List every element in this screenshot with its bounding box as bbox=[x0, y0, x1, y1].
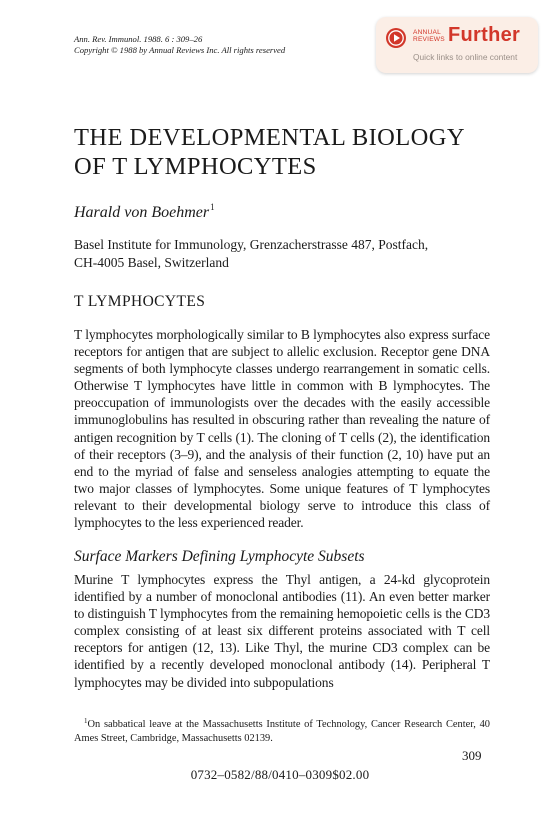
banner-subtitle: Quick links to online content bbox=[413, 52, 518, 62]
body-paragraph-2: Murine T lymphocytes express the Thyl antigen, a 24-kd glycoprotein identified by a number of monoclonal antibodies (11). An even better marker to distinguish T lymphocytes from the remaining hemopoietic cells is the CD3 complex consisting of at least six different proteins associated with T cell receptors for antigen (12, 13). Like Thyl, the murine CD3 complex can be identified by a recently developed monoclonal antibody (14). Peripheral T lymphocytes may be divided into subpopulations bbox=[74, 572, 490, 690]
further-link[interactable]: Further bbox=[448, 24, 521, 46]
body-paragraph-1: T lymphocytes morphologically similar to B lymphocytes also express surface receptors for antigen that are subject to allelic exclusion. Receptor gene DNA segments of both lymphocyte classes undergo rearrangement in somatic cells. Otherwise T lymphocytes have little in common with B lymphocytes. The preoccupation of immunologists over the decades with the easily accessible immunoglobulins has resulted in obscuring rather than revealing the nature of antigen recognition by T cells (1). The cloning of T cells (2), the identification of their receptors (3–9), and the analysis of their function (2, 10) have put an end to the myriad of false and senseless analogies attempting to equate the two major classes of lymphocytes. Some unique features of T lymphocytes relevant to their developmental biology serve to introduce this class of lymphocytes to the less experienced reader. bbox=[74, 327, 490, 531]
annual-reviews-logo-text bbox=[413, 29, 445, 44]
affiliation-line-2: CH-4005 Basel, Switzerland bbox=[74, 255, 229, 270]
issn-code: 0732–0582/88/0410–0309$02.00 bbox=[190, 767, 370, 782]
footnote-text: On sabbatical leave at the Massachusetts Institute of Technology, Cancer Research Center, 40 Ames Street, Cambridge, Massachusetts 02139. bbox=[74, 719, 490, 744]
play-arrow-icon bbox=[386, 28, 406, 48]
author-affiliation bbox=[74, 236, 494, 272]
footnote bbox=[74, 714, 490, 746]
brand-line-1: ANNUAL bbox=[413, 29, 441, 36]
further-banner[interactable] bbox=[376, 17, 538, 73]
author-name: Harald von Boehmer bbox=[74, 204, 210, 221]
citation-line-1: Ann. Rev. Immunol. 1988. 6 : 309–26 bbox=[74, 34, 203, 44]
author-footnote-mark: 1 bbox=[210, 202, 215, 212]
article-title bbox=[74, 123, 465, 181]
journal-citation bbox=[74, 34, 285, 56]
brand-line-2: REVIEWS bbox=[413, 36, 445, 44]
footnote-mark: 1 bbox=[84, 717, 88, 725]
citation-line-2: Copyright © 1988 by Annual Reviews Inc. All rights reserved bbox=[74, 45, 286, 55]
page-number: 309 bbox=[462, 748, 482, 763]
subsection-heading: Surface Markers Defining Lymphocyte Subsets bbox=[74, 548, 365, 565]
section-heading: T LYMPHOCYTES bbox=[74, 293, 206, 310]
affiliation-line-1: Basel Institute for Immunology, Grenzacherstrasse 487, Postfach, bbox=[74, 237, 429, 252]
author bbox=[74, 202, 215, 222]
title-line-1: THE DEVELOPMENTAL BIOLOGY bbox=[74, 124, 465, 151]
title-line-2: OF T LYMPHOCYTES bbox=[74, 153, 317, 180]
